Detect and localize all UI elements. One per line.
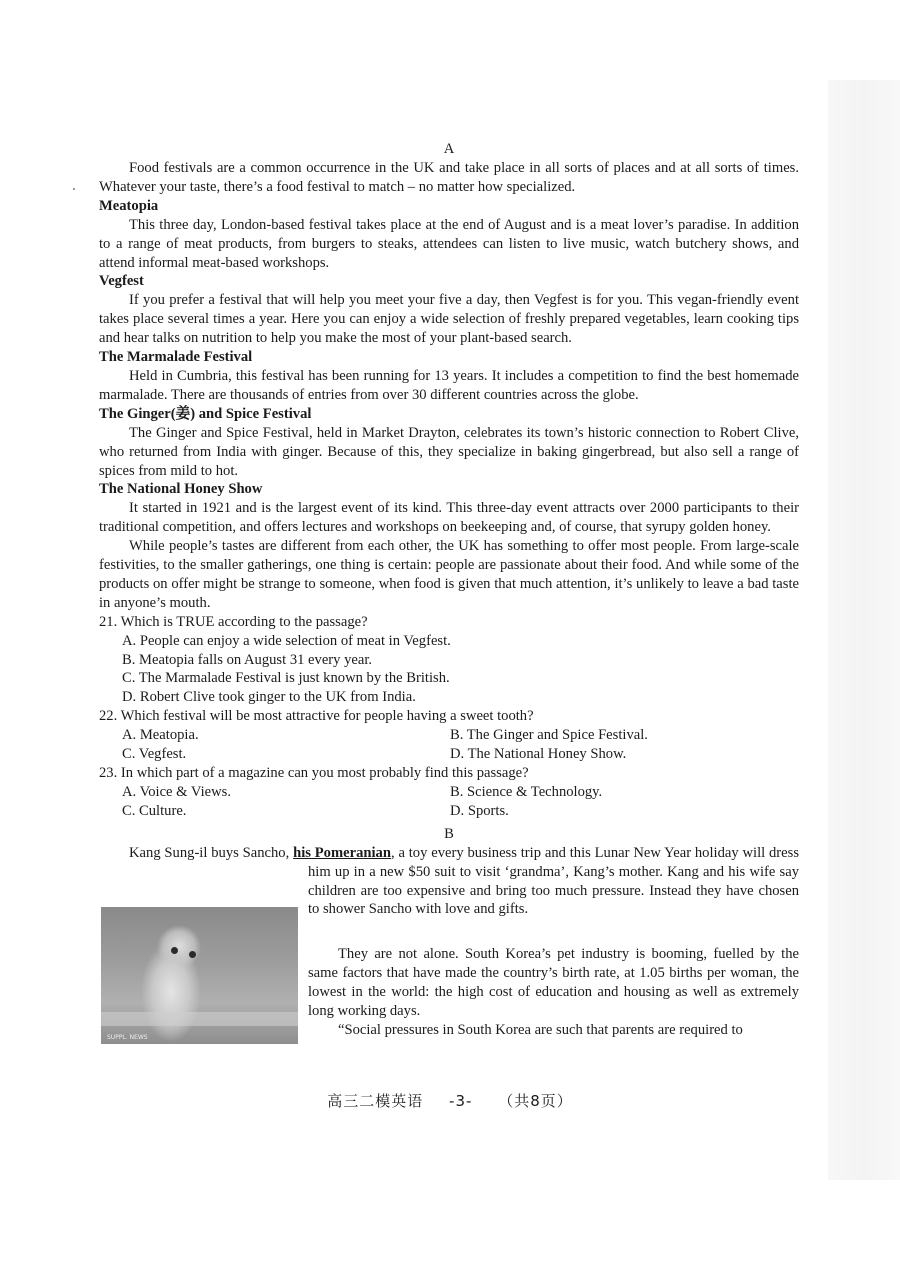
photo-caption: SUPPL. NEWS (107, 1034, 148, 1041)
option-b: B. The Ginger and Spice Festival. (450, 727, 648, 744)
festival-text: This three day, London-based festival takes place at the end of August and is a meat lover’s paradise. In addition to a range of meat products, from burgers to steaks, attendees can listen to live music, watch butchery shows, and attend informal meat-based workshops. (99, 216, 799, 271)
question-stem: 21. Which is TRUE according to the passage? (99, 613, 368, 630)
festival-heading: Vegfest (99, 273, 144, 290)
footer-total-pages: （共8页） (498, 1092, 573, 1110)
festival-text: Held in Cumbria, this festival has been running for 13 years. It includes a competition to find the best homemade marmalade. There are thousands of entries from over 30 different countries across the globe. (99, 367, 799, 403)
festival-ginger-spice (99, 405, 799, 481)
exam-page (99, 140, 799, 943)
passage-b-p2: They are not alone. South Korea’s pet industry is booming, fuelled by the same factors that have made the country’s birth rate, at 1.05 births per woman, the lowest in the world: the high cost of education and housing as well as extremely long working days. (308, 946, 799, 1019)
section-b-heading: B (444, 825, 454, 842)
festival-text: The Ginger and Spice Festival, held in Market Drayton, celebrates its town’s historic connection to Robert Clive, who returned from India with ginger. Because of this, they specialize in baking gingerbread, but also sell a range of spices from mild to hot. (99, 424, 799, 479)
option-b: B. Science & Technology. (450, 783, 603, 800)
dog-eye (171, 947, 178, 954)
option-c: C. Culture. (122, 802, 187, 819)
festival-vegfest (99, 272, 799, 348)
festival-marmalade (99, 348, 799, 405)
question-stem: 23. In which part of a magazine can you most probably find this passage? (99, 765, 529, 781)
scan-speck (73, 188, 75, 190)
page-footer (0, 1090, 900, 1111)
festival-heading: Meatopia (99, 197, 159, 214)
option-d: D. The National Honey Show. (450, 746, 627, 763)
text-run: , a toy every business trip and this Lunar New Year holiday will dress him up in a new $50 suit to visit ‘grandma’, Kang’s mother. Kang and his wife say children are too expensive and bring too much pressure. Instead they have chosen to shower Sancho with love and gifts. (308, 844, 799, 918)
dog-eye (189, 951, 196, 958)
option-a: A. Voice & Views. (122, 783, 231, 800)
festival-honey-show (99, 480, 799, 537)
photo-image (101, 907, 298, 1044)
option-d: D. Robert Clive took ginger to the UK from India. (122, 689, 416, 706)
underlined-phrase: his Pomeranian (293, 844, 391, 861)
option-c: C. Vegfest. (122, 746, 187, 763)
pomeranian-photo (101, 907, 298, 1044)
festival-heading: The National Honey Show (99, 481, 263, 498)
question-stem: 22. Which festival will be most attractive for people having a sweet tooth? (99, 708, 534, 725)
section-a-heading: A (443, 141, 455, 157)
footer-page-number: -3- (449, 1092, 473, 1110)
text-run: Kang Sung-il buys Sancho, (129, 844, 294, 861)
option-b: B. Meatopia falls on August 31 every year. (122, 651, 373, 668)
festival-heading: The Marmalade Festival (99, 349, 253, 366)
passage-a-intro: Food festivals are a common occurrence in the UK and take place in all sorts of places and at all sorts of times. Whatever your taste, there’s a food festival to match – no matter how specialized. (99, 160, 799, 195)
footer-exam-title: 高三二模英语 (327, 1092, 424, 1110)
photo-ground (101, 1012, 298, 1026)
festival-text: If you prefer a festival that will help you meet your five a day, then Vegfest is for you. This vegan-friendly event takes place several times a year. Here you can enjoy a wide selection of freshly prepared vegetables, learn cooking tips and hear talks on nutrition to help you make the most of your plant-based search. (99, 292, 799, 347)
scan-edge-shadow (828, 80, 900, 1180)
festival-text: It started in 1921 and is the largest event of its kind. This three-day event attracts over 2000 participants to their traditional competition, and offers lectures and workshops on beekeeping and, of course, that syrupy golden honey. (99, 500, 799, 536)
question-22 (99, 707, 799, 764)
passage-b-p3: “Social pressures in South Korea are such that parents are required to (338, 1021, 743, 1038)
option-a: A. People can enjoy a wide selection of meat in Vegfest. (122, 632, 451, 649)
option-d: D. Sports. (450, 802, 509, 819)
option-c: C. The Marmalade Festival is just known by the British. (122, 670, 450, 687)
question-23 (99, 764, 799, 821)
passage-a-conclusion: While people’s tastes are different from each other, the UK has something to offer most people. From large-scale festivities, to the smaller gatherings, one thing is certain: people are passionate about their food. And while some of the products on offer might be strange to someone, when food is given that much attention, it’s unlikely to leave a bad taste in anyone’s mouth. (99, 538, 799, 611)
festival-heading: The Ginger(姜) and Spice Festival (99, 405, 312, 422)
question-21 (99, 613, 799, 708)
option-a: A. Meatopia. (122, 727, 199, 744)
festival-meatopia (99, 197, 799, 273)
passage-b-body (308, 945, 799, 1040)
